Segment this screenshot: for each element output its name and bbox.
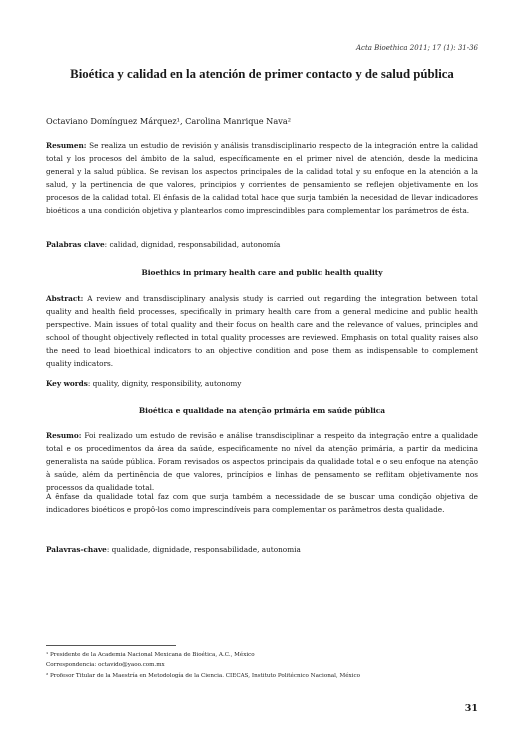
portuguese-title: Bioética e qualidade na atenção primária em saúde pública [138,406,386,415]
key-words [46,377,478,390]
footnotes [46,650,478,681]
footnote-divider [46,645,176,646]
running-head: Acta Bioethica 2011; 17 (1): 31-36 [355,44,478,52]
abstract-label: Abstract: [46,294,84,303]
page-number: 31 [464,703,478,714]
resumen-paragraph [46,139,478,218]
key-words-text: : quality, dignity, responsibility, autonomy [87,379,242,388]
resumen-text: Se realiza un estudio de revisión y análisis transdisciplinario respecto de la integración entre la calidad total y los procesos del ámbito de la salud, específicamente en el primer nivel de atención, desde la medicina general y la salud pública. Se revisan los aspectos principales de la calidad total y su enfoque en la atención a la salud, y la pertinencia de que valores, principios y corrientes de pensamiento se reflejen objetivamente en los procesos de la calidad total. El énfasis de la calidad total hace que surja también la necesidad de llevar indicadores bioéticos a una condición objetiva y plantearlos como imprescindibles para complementar los parámetros de ésta. [46,141,478,216]
palavras-chave-label: Palavras-chave [46,545,107,554]
palavras-chave [46,543,478,556]
abstract-paragraph [46,292,478,371]
resumo-label: Resumo: [46,431,82,440]
palabras-clave-text: : calidad, dignidad, responsabilidad, autonomía [104,240,281,249]
english-title: Bioethics in primary health care and public health quality [141,268,383,277]
palabras-clave-label: Palabras clave [46,240,105,249]
footnote-affiliation-2: ² Profesor Titular de la Maestría en Metodología de la Ciencia. CIECAS, Instituto Politécnico Nacional, México [46,672,360,679]
footnote-affiliation-1: ¹ Presidente de la Academia Nacional Mexicana de Bioética, A.C., México [46,652,255,658]
resumo-paragraph-2: A ênfase da qualidade total faz com que surja também a necessidade de se buscar uma condição objetiva de indicadores bioéticos e propô-los como imprescindíveis para complementar os parâmetros desta qualidade. [46,492,478,515]
palabras-clave [46,238,478,251]
resumo-text: Foi realizado um estudo de revisão e análise transdisciplinar a respeito da integração entre a qualidade total e os procedimentos da área da saúde, especificamente no nível da atenção primária, a partir da medicina generalista na saúde pública. Foram revisados os aspectos principais da qualidade total e o seu enfoque na atenção à saúde, além da pertinência de que valores, princípios e linhas de pensamento se reflitam objetivamente nos processos da qualidade total. [46,431,478,493]
footnote-correspondence: Correspondencia: octavido@yaoo.com.mx [46,662,165,669]
resumo-paragraph [46,429,478,494]
article-authors: Octaviano Domínguez Márquez¹, Carolina Manrique Nava² [46,116,292,126]
palavras-chave-text: : qualidade, dignidade, responsabilidade, autonomia [106,545,301,554]
abstract-text: A review and transdisciplinary analysis study is carried out regarding the integration between total quality and health field processes, specifically in primary health care from a general medicine and public health perspective. Main issues of total quality and their focus on health care and the relevance of values, principles and school of thought objectively reflected in total quality processes are reviewed. Emphasis on total quality raises also the need to lead bioethical indicators to an objective condition and pose them as indispensable to complement quality indicators. [46,294,478,369]
key-words-label: Key words [46,379,88,388]
resumen-label: Resumen: [46,141,87,150]
article-title: Bioética y calidad en la atención de primer contacto y de salud pública [70,67,454,81]
